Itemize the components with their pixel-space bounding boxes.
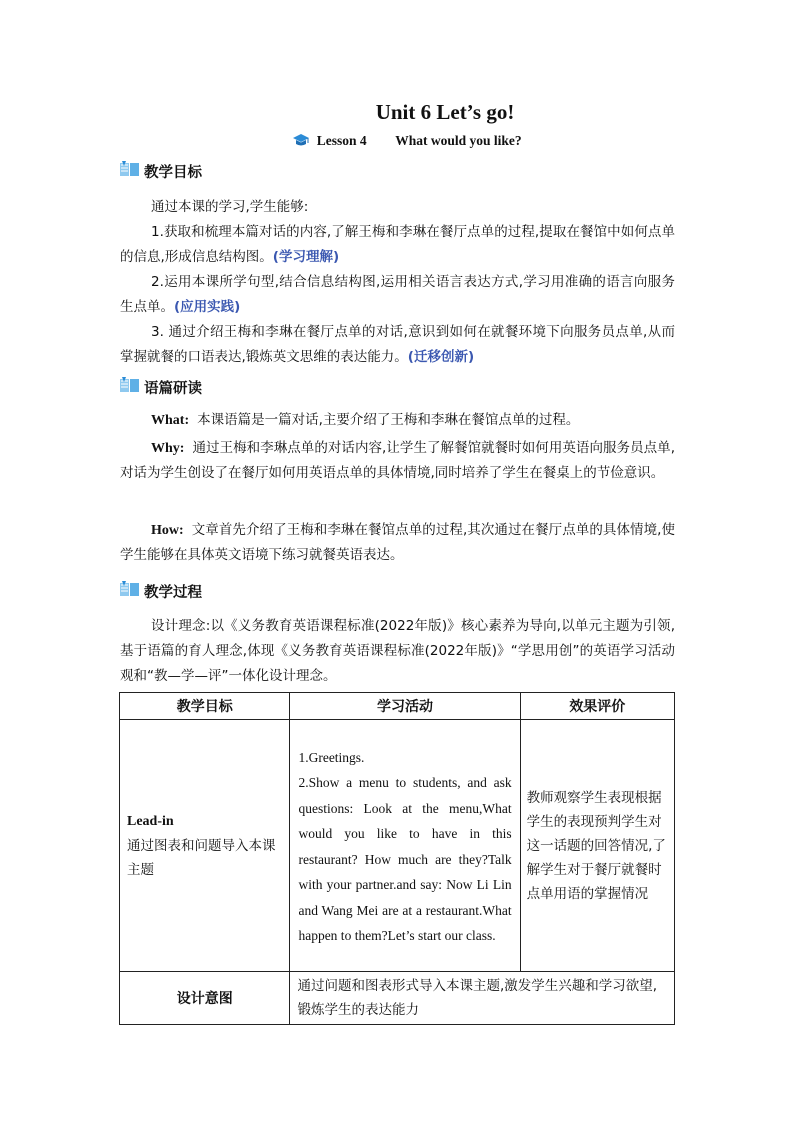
- objective-item-2: 2.运用本课所学句型,结合信息结构图,运用相关语言表达方式,学习用准确的语言向服务生点单。(应用实践): [120, 274, 675, 315]
- lesson-number: Lesson 4: [316, 133, 367, 148]
- activity-step-2: 2.Show a menu to students, and ask questions: Look at the menu,What would you like to have in this restaurant? How much are they?Talk with your partner.and say: Now Li Lin and Wang Mei are at a restaurant.What happen to them?Let’s start our class.: [298, 775, 512, 943]
- lesson-subtitle: [0, 133, 794, 151]
- graduation-cap-icon: [292, 133, 310, 151]
- design-intent-text: 通过问题和图表形式导入本课主题,激发学生兴趣和学习欲望,锻炼学生的表达能力: [290, 972, 675, 1025]
- activity-cell: [290, 720, 520, 972]
- design-concept: 设计理念:以《义务教育英语课程标准(2022年版)》核心素养为导向,以单元主题为引领,基于语篇的育人理念,体现《义务教育英语课程标准(2022年版)》“学思用创”的英语学习活动观和“教—学—评”一体化设计理念。: [120, 618, 675, 684]
- table-header-row: [120, 693, 675, 720]
- leadin-title: Lead-in: [127, 813, 174, 829]
- table-header-evaluation: 效果评价: [520, 693, 674, 720]
- book-icon: [119, 376, 141, 398]
- analysis-why: Why: 通过王梅和李琳点单的对话内容,让学生了解餐馆就餐时如何用英语向服务员点单,对话为学生创设了在餐厅如何用英语点单的具体情境,同时培养了学生在餐桌上的节俭意识。: [120, 440, 675, 481]
- objective-tag-3: (迁移创新): [407, 349, 475, 365]
- objectives-intro: 通过本课的学习,学生能够:: [151, 199, 309, 215]
- leadin-description: 通过图表和问题导入本课主题: [127, 837, 276, 878]
- table-header-activity: 学习活动: [290, 693, 520, 720]
- unit-title: Unit 6 Let’s go!: [375, 100, 515, 124]
- table-row: [120, 720, 675, 972]
- leadin-cell: [120, 720, 290, 972]
- objective-tag-2: (应用实践): [174, 299, 241, 315]
- book-icon: [119, 580, 141, 602]
- activity-step-1: 1.Greetings.: [298, 749, 365, 765]
- table-row: [120, 972, 675, 1025]
- book-icon: [119, 160, 141, 182]
- analysis-how: How: 文章首先介绍了王梅和李琳在餐馆点单的过程,其次通过在餐厅点单的具体情境,使学生能够在具体英文语境下练习就餐英语表达。: [120, 522, 675, 563]
- analysis-heading: 语篇研读: [119, 376, 202, 398]
- lesson-title: What would you like?: [395, 133, 522, 148]
- process-heading: 教学过程: [119, 580, 202, 602]
- evaluation-cell: 教师观察学生表现根据学生的表现预判学生对这一话题的回答情况,了解学生对于餐厅就餐时点单用语的掌握情况: [520, 720, 674, 972]
- lesson-plan-table: [119, 692, 675, 1025]
- analysis-what: What: 本课语篇是一篇对话,主要介绍了王梅和李琳在餐馆点单的过程。: [151, 412, 580, 428]
- table-header-objective: 教学目标: [120, 693, 290, 720]
- objectives-heading: 教学目标: [119, 160, 202, 182]
- objective-tag-1: (学习理解): [272, 249, 340, 265]
- objective-item-1: 1.获取和梳理本篇对话的内容,了解王梅和李琳在餐厅点单的过程,提取在餐馆中如何点单的信息,形成信息结构图。(学习理解): [120, 224, 675, 265]
- design-intent-label: 设计意图: [120, 972, 290, 1025]
- objective-item-3: 3. 通过介绍王梅和李琳在餐厅点单的对话,意识到如何在就餐环境下向服务员点单,从而掌握就餐的口语表达,锻炼英文思维的表达能力。(迁移创新): [120, 324, 675, 365]
